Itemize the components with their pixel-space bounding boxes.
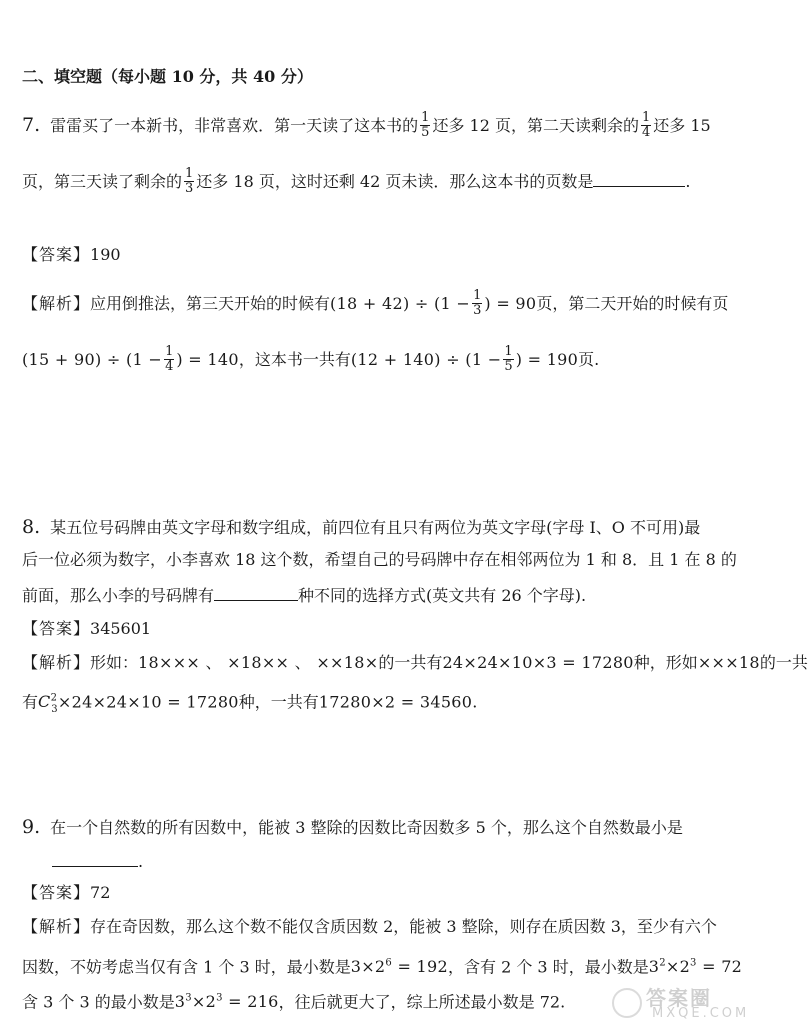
q8-line-3: [22, 584, 586, 607]
period: .: [685, 172, 691, 191]
explanation-text: 形如：: [90, 653, 139, 672]
q7-text: 雷雷买了一本新书，非常喜欢．第一天读了这本书的: [50, 116, 419, 135]
answer-value: 72: [90, 883, 111, 902]
q7-answer: [22, 244, 121, 266]
fraction: $\frac{1}{4}$: [641, 110, 651, 140]
math-expression: ) = 90: [484, 294, 537, 313]
q8-text: 后一位必须为数字，小李喜欢 18 这个数，希望自己的号码牌中存在相邻两位为 1 和 8．且 1 在 8 的: [22, 550, 737, 569]
q8-answer: [22, 618, 151, 640]
section-heading: 二、填空题（每小题 10 分，共 40 分）: [22, 67, 313, 86]
explanation-text: 应用倒推法，第三天开始的时候有: [90, 294, 331, 313]
math-expression: ×24×24×10 = 17280: [57, 692, 239, 712]
explanation-tag: 【解析】: [22, 653, 91, 672]
period: .: [138, 852, 144, 871]
answer-value: 345601: [90, 619, 152, 638]
explanation-text: ，这本书一共有: [238, 350, 351, 369]
math-expression: ) = 140: [176, 350, 239, 369]
period: .: [472, 692, 478, 712]
q9-answer: [22, 882, 110, 904]
q9-line-1: [22, 816, 683, 839]
explanation-text: 因数，不妨考虑当仅有含 1 个 3 时，最小数是: [22, 957, 351, 977]
q7-line-2: [22, 168, 690, 197]
q8-line-1: [22, 516, 700, 539]
fraction: $\frac{1}{5}$: [421, 110, 430, 140]
q7-text: 还多 12 页，第二天读剩余的: [432, 116, 639, 135]
explanation-text: 种，形如: [633, 653, 698, 672]
q9-number: 9.: [22, 816, 41, 838]
q8-text: 某五位号码牌由英文字母和数字组成，前四位有且只有两位为英文字母(字母 I、O 不可用)最: [50, 518, 701, 537]
q7-text: 页，第三天读了剩余的: [22, 172, 183, 191]
answer-blank[interactable]: [214, 584, 298, 601]
math-expression: (15 + 90) ÷ (1 −: [22, 350, 163, 369]
explanation-text: 有: [22, 692, 39, 712]
explanation-tag: 【解析】: [22, 294, 91, 313]
math-expression: 24×24×10×3 = 17280: [442, 653, 634, 672]
fraction: $\frac{1}{5}$: [504, 344, 513, 374]
explanation-text: 的一共: [759, 653, 808, 672]
explanation-text: 含 3 个 3 的最小数是: [22, 992, 175, 1012]
fraction: $\frac{1}{4}$: [165, 344, 174, 374]
q8-number: 8.: [22, 516, 41, 538]
q9-explanation-line-3: [22, 988, 565, 1013]
explanation-text: 存在奇因数，那么这个数不能仅含质因数 2，能被 3 整除，则存在质因数 3，至少有六个: [90, 917, 717, 936]
answer-blank[interactable]: [52, 850, 138, 867]
math-expression: $3\times 2^6 = 192$: [350, 957, 448, 977]
answer-value: 190: [90, 245, 121, 264]
math-expression: ×××18: [697, 653, 760, 672]
math-expression: $3^3\times 2^3 = 216$: [174, 992, 279, 1012]
math-expression: $3^2\times 2^3 = 72$: [648, 957, 743, 977]
explanation-text: ，含有 2 个 3 时，最小数是: [447, 957, 649, 977]
explanation-text: 页，第二天开始的时候有页: [536, 294, 729, 313]
explanation-tag: 【解析】: [22, 917, 91, 936]
answer-tag: 【答案】: [22, 245, 91, 264]
q9-explanation-line-2: [22, 953, 742, 978]
watermark-logo: [612, 982, 802, 1022]
watermark-text: 答案圈: [646, 986, 712, 1010]
q7-line-1: [22, 112, 711, 141]
math-expression: 18××× 、 ×18×× 、 ××18×: [138, 653, 379, 672]
q7-explanation-line-2: [22, 346, 599, 375]
watermark-url: MXQE.COM: [652, 1006, 750, 1021]
explanation-text: 页.: [578, 350, 600, 369]
math-expression: ) = 190: [515, 350, 579, 369]
q8-text: 前面，那么小李的号码牌有: [22, 586, 215, 605]
q8-line-2: [22, 549, 737, 571]
math-expression: 17280×2 = 34560: [318, 692, 473, 712]
explanation-text: 种，一共有: [238, 692, 319, 712]
explanation-text: ，往后就更大了，综上所述最小数是 72.: [278, 992, 566, 1012]
q7-number: 7.: [22, 114, 41, 136]
answer-blank[interactable]: [593, 170, 685, 187]
q9-line-2: [22, 850, 143, 873]
q7-explanation-line-1: [22, 290, 728, 319]
fraction: $\frac{1}{3}$: [473, 288, 482, 318]
q8-text: 种不同的选择方式(英文共有 26 个字母).: [298, 586, 587, 605]
q9-explanation-line-1: [22, 916, 717, 938]
q8-explanation-line-2: [22, 688, 477, 721]
q7-text: 还多 18 页，这时还剩 42 页未读．那么这本书的页数是: [196, 172, 594, 191]
math-expression: (12 + 140) ÷ (1 −: [350, 350, 502, 369]
answer-tag: 【答案】: [22, 619, 91, 638]
q8-explanation-line-1: [22, 652, 808, 674]
combination-symbol: $C^2_3$: [38, 692, 58, 715]
fraction: $\frac{1}{3}$: [185, 166, 194, 196]
math-expression: (18 + 42) ÷ (1 −: [330, 294, 471, 313]
answer-tag: 【答案】: [22, 883, 91, 902]
q7-text: 还多 15: [653, 116, 711, 135]
watermark-circle-icon: [612, 988, 642, 1018]
explanation-text: 的一共有: [378, 653, 443, 672]
q9-text: 在一个自然数的所有因数中，能被 3 整除的因数比奇因数多 5 个，那么这个自然数最小是: [50, 818, 683, 837]
